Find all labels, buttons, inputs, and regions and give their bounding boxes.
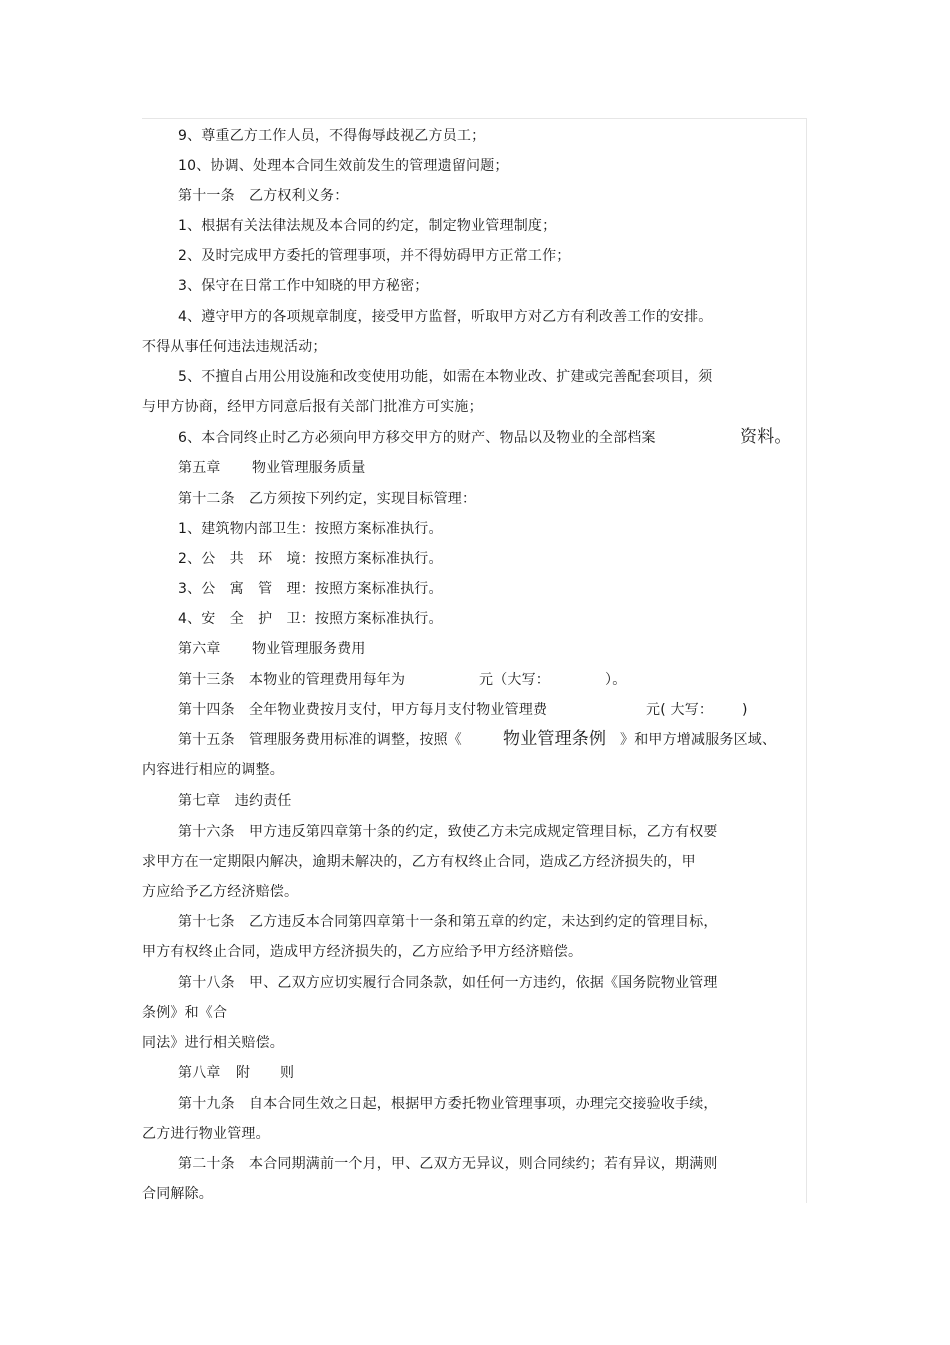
clause-line-continued: 乙方进行物业管理。 <box>142 1126 270 1142</box>
clause-line-continued: 合同解除。 <box>142 1186 213 1202</box>
chapter-title: 物业管理服务费用 <box>252 641 366 657</box>
article-line: 第十三条 本物业的管理费用每年为 <box>178 672 406 688</box>
clause-line: 10、协调、处理本合同生效前发生的管理遗留问题； <box>178 158 509 174</box>
clause-line: 2、公 共 环 境：按照方案标准执行。 <box>178 551 443 567</box>
clause-line: 3、保守在日常工作中知晓的甲方秘密； <box>178 278 429 294</box>
clause-line-continued: 求甲方在一定期限内解决，逾期未解决的，乙方有权终止合同，造成乙方经济损失的，甲 <box>142 854 696 870</box>
clause-line: 1、根据有关法律法规及本合同的约定，制定物业管理制度； <box>178 218 557 234</box>
clause-line-fragment: 资料。 <box>740 427 792 447</box>
chapter-heading: 第八章 <box>178 1065 221 1081</box>
clause-line-continued: 与甲方协商，经甲方同意后报有关部门批准方可实施； <box>142 399 483 415</box>
regulation-title: 物业管理条例 <box>503 729 607 749</box>
article-line: 第十四条 全年物业费按月支付，甲方每月支付物业管理费 <box>178 702 548 718</box>
amount-label: 元（大写： <box>479 672 550 688</box>
clause-line: 9、尊重乙方工作人员，不得侮辱歧视乙方员工； <box>178 128 486 144</box>
clause-line: 3、公 寓 管 理：按照方案标准执行。 <box>178 581 443 597</box>
article-heading: 第十一条 乙方权利义务： <box>178 188 349 204</box>
clause-line-continued: 方应给予乙方经济赔偿。 <box>142 884 299 900</box>
article-line: 第十八条 甲、乙双方应切实履行合同条款，如任何一方违约，依据《国务院物业管理 <box>178 975 718 991</box>
article-heading: 第十二条 乙方须按下列约定，实现目标管理： <box>178 491 477 507</box>
clause-line: 6、本合同终止时乙方必须向甲方移交甲方的财产、物品以及物业的全部档案 <box>178 430 656 446</box>
amount-close: ) <box>742 702 748 718</box>
amount-label: 元( 大写： <box>646 702 714 718</box>
clause-line-continued: 甲方有权终止合同，造成甲方经济损失的，乙方应给予甲方经济赔偿。 <box>142 944 583 960</box>
clause-line: 5、不擅自占用公用设施和改变使用功能，如需在本物业改、扩建或完善配套项目，须 <box>178 369 713 385</box>
article-line: 第十五条 管理服务费用标准的调整，按照《 <box>178 732 462 748</box>
chapter-heading: 第七章 违约责任 <box>178 793 292 809</box>
article-line-fragment: 》和甲方增减服务区域、 <box>620 732 777 748</box>
clause-line: 4、安 全 护 卫：按照方案标准执行。 <box>178 611 443 627</box>
article-line: 第二十条 本合同期满前一个月，甲、乙双方无异议，则合同续约；若有异议，期满则 <box>178 1156 718 1172</box>
chapter-heading: 第五章 <box>178 460 221 476</box>
clause-line-continued: 内容进行相应的调整。 <box>142 762 284 778</box>
clause-line: 1、建筑物内部卫生：按照方案标准执行。 <box>178 521 443 537</box>
article-line: 第十六条 甲方违反第四章第十条的约定，致使乙方未完成规定管理目标，乙方有权要 <box>178 824 718 840</box>
article-line: 第十九条 自本合同生效之日起，根据甲方委托物业管理事项，办理完交接验收手续， <box>178 1096 718 1112</box>
chapter-heading: 第六章 <box>178 641 221 657</box>
clause-line: 4、遵守甲方的各项规章制度，接受甲方监督，听取甲方对乙方有利改善工作的安排。 <box>178 309 713 325</box>
amount-close: ）。 <box>605 672 627 688</box>
clause-line-continued: 条例》和《合 <box>142 1005 228 1021</box>
chapter-title: 附 <box>236 1065 251 1081</box>
clause-line-continued: 同法》进行相关赔偿。 <box>142 1035 284 1051</box>
article-line: 第十七条 乙方违反本合同第四章第十一条和第五章的约定，未达到约定的管理目标， <box>178 914 718 930</box>
clause-line: 2、及时完成甲方委托的管理事项，并不得妨碍甲方正常工作； <box>178 248 571 264</box>
chapter-title: 物业管理服务质量 <box>252 460 366 476</box>
chapter-title: 则 <box>280 1065 295 1081</box>
clause-line-continued: 不得从事任何违法违规活动； <box>142 339 327 355</box>
